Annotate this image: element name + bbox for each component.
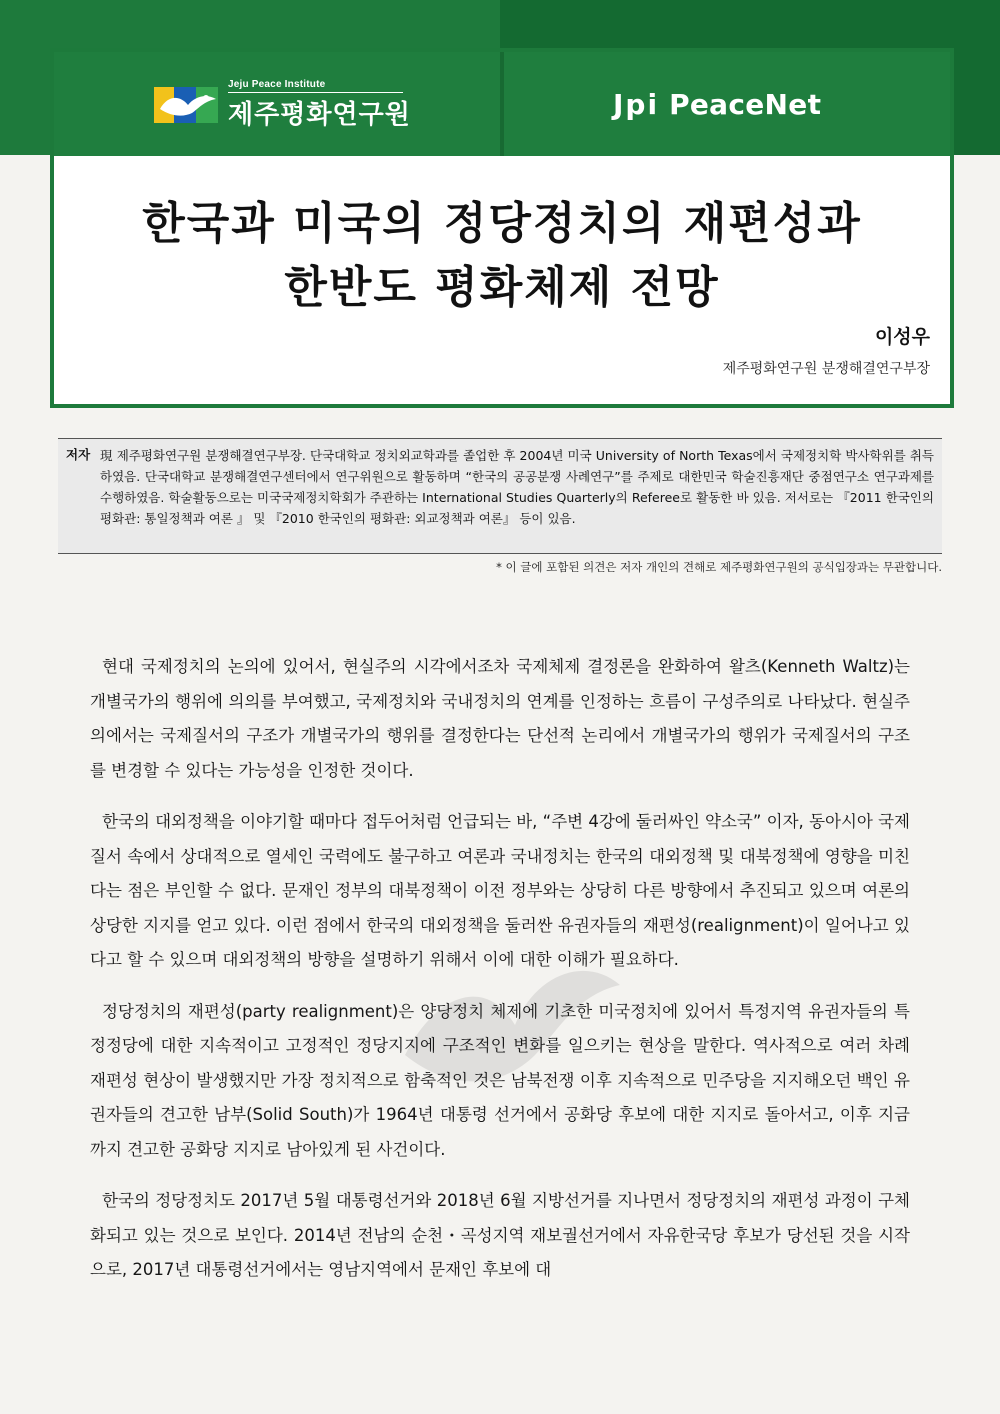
paragraph-2: 한국의 대외정책을 이야기할 때마다 접두어처럼 언급되는 바, “주변 4강에 둘러싸인 약소국” 이자, 동아시아 국제질서 속에서 상대적으로 열세인 국력에도 불구하고 여론과 국내정치는 한국의 대외정책 및 대북정책에 영향을 미친다는 점은 부인할 수 없다. 문재인 정부의 대북정책이 이전 정부와는 상당히 다른 방향에서 추진되고 있으며 여론의 상당한 지지를 얻고 있다. 이런 점에서 한국의 대외정책을 둘러싼 유권자들의 재편성(realignment)이 일어나고 있다고 할 수 있으며 대외정책의 방향을 설명하기 위해서 이에 대한 이해가 필요하다.	[90, 812, 910, 969]
disclaimer: * 이 글에 포함된 의견은 저자 개인의 견해로 제주평화연구원의 공식입장과는 무관합니다.	[496, 560, 942, 574]
peacenet-logo[interactable]	[613, 88, 821, 121]
jeju-peace-institute-logo[interactable]	[154, 80, 411, 130]
title-line-2: 한반도 평화체제 전망	[284, 262, 720, 313]
paragraph-1: 현대 국제정치의 논의에 있어서, 현실주의 시각에서조차 국제체제 결정론을 완화하여 왈츠(Kenneth Waltz)는 개별국가의 행위에 의의를 부여했고, 국제정치와 국내정치의 연계를 인정하는 흐름이 구성주의로 나타났다. 현실주의에서는 국제질서의 구조가 개별국가의 행위를 결정한다는 단선적 논리에서 개별국가의 행위가 국제질서의 구조를 변경할 수 있다는 가능성을 인정한 것이다.	[90, 657, 910, 780]
header-box	[50, 48, 954, 408]
document-title	[54, 192, 950, 320]
header-banner	[54, 52, 950, 156]
paragraph-3: 정당정치의 재편성(party realignment)은 양당정치 체제에 기초한 미국정치에 있어서 특정지역 유권자들의 특정정당에 대한 지속적이고 고정적인 정당지지에 구조적인 변화를 일으키는 현상을 말한다. 역사적으로 여러 차례 재편성 현상이 발생했지만 가장 정치적으로 함축적인 것은 남북전쟁 이후 지속적으로 민주당을 지지해오던 백인 유권자들의 견고한 남부(Solid South)가 1964년 대통령 선거에서 공화당 후보에 대한 지지로 돌아서고, 이후 지금까지 견고한 공화당 지지로 남아있게 된 사건이다.	[90, 1001, 910, 1159]
peacenet-brand: PeaceNet	[669, 88, 822, 121]
author-bio-box	[58, 438, 942, 554]
paragraph-4: 한국의 정당정치도 2017년 5월 대통령선거와 2018년 6월 지방선거를 지나면서 정당정치의 재편성 과정이 구체화되고 있는 것으로 보인다. 2014년 전남의 순천・곡성지역 재보궐선거에서 자유한국당 후보가 당선된 것을 시작으로, 2017년 대통령선거에서는 영남지역에서 문재인 후보에 대	[90, 1191, 910, 1279]
author-affiliation: 제주평화연구원 분쟁해결연구부장	[722, 361, 930, 377]
logo-korean-name: 제주평화연구원	[228, 100, 411, 130]
jpi-brand: Jpi	[613, 88, 660, 121]
logo-text	[228, 79, 411, 131]
title-line-1: 한국과 미국의 정당정치의 재편성과	[142, 198, 862, 249]
bio-label: 저자	[66, 447, 91, 462]
logo-english-name: Jeju Peace Institute	[228, 79, 403, 93]
peace-dove-logo-icon	[154, 83, 222, 127]
banner-divider	[500, 52, 504, 156]
author-name: 이성우	[874, 326, 930, 348]
article-body	[90, 650, 910, 1305]
bio-text: 現 제주평화연구원 분쟁해결연구부장. 단국대학교 정치외교학과를 졸업한 후 2004년 미국 University of North Texas에서 국제정치학 박사학위를 취득하였음. 단국대학교 분쟁해결연구센터에서 연구위원으로 활동하며 “한국의 공공분쟁 사례연구”를 주제로 대한민국 학술진흥재단 중점연구소 연구과제를 수행하였음. 학술활동으로는 미국국제정치학회가 주관하는 International Studies Quarterly의 Referee로 활동한 바 있음. 저서로는 『2011 한국인의 평화관: 통일정책과 여론 』 및 『2010 한국인의 평화관: 외교정책과 여론』 등이 있음.	[100, 448, 934, 526]
